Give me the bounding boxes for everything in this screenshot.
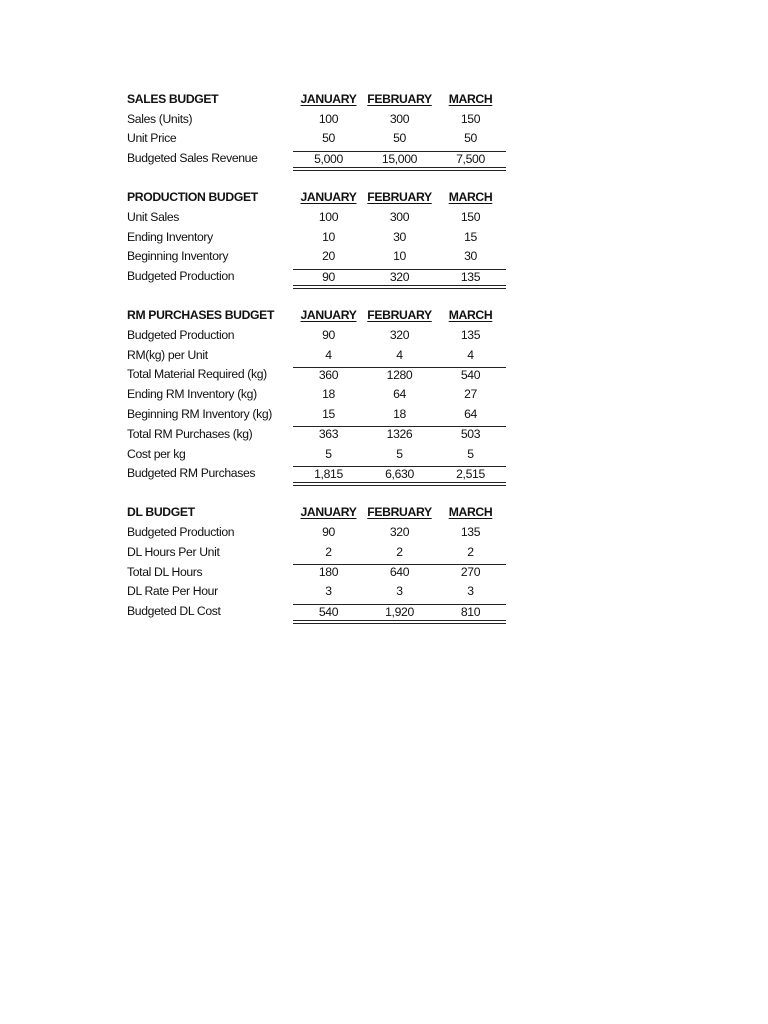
production-budget-table: [127, 187, 507, 286]
table-cell: 2: [467, 544, 474, 559]
table-cell: 540: [435, 367, 506, 382]
table-cell: 270: [435, 564, 506, 579]
row-label: Total DL Hours: [127, 564, 203, 579]
dl-budget-table: [127, 502, 507, 621]
table-cell: 90: [293, 269, 364, 284]
table-cell: 6,630: [364, 466, 435, 481]
table-row: [127, 345, 507, 365]
total-row: [127, 266, 507, 286]
table-cell: 100: [318, 209, 339, 224]
table-row: [127, 227, 507, 247]
table-cell: 18: [393, 407, 406, 422]
row-label: Cost per kg: [127, 446, 186, 461]
table-cell: 300: [389, 111, 410, 126]
column-header: JANUARY: [300, 91, 357, 106]
row-label: Unit Price: [127, 131, 177, 146]
column-header: MARCH: [448, 308, 493, 323]
table-cell: 20: [322, 249, 335, 264]
table-cell: 64: [393, 387, 406, 402]
table-cell: 15: [322, 407, 335, 422]
table-header-row: [127, 305, 507, 325]
table-cell: 135: [460, 525, 481, 540]
column-header: JANUARY: [300, 190, 357, 205]
table-cell: 7,500: [435, 151, 506, 166]
table-cell: 2,515: [435, 466, 506, 481]
table-cell: 15: [464, 229, 477, 244]
table-row: [127, 404, 507, 424]
row-label: Budgeted Production: [127, 327, 235, 342]
table-cell: 1280: [364, 367, 435, 382]
table-row: [127, 129, 507, 149]
table-title: SALES BUDGET: [127, 91, 219, 106]
table-cell: 135: [460, 327, 481, 342]
table-row: [127, 109, 507, 129]
column-header: FEBRUARY: [367, 308, 432, 323]
rm-purchases-budget-table: [127, 305, 507, 483]
table-cell: 503: [435, 426, 506, 441]
table-cell: 180: [293, 564, 364, 579]
table-row: [127, 424, 507, 444]
budget-sheet: [127, 89, 507, 640]
column-header: JANUARY: [300, 308, 357, 323]
table-cell: 5: [396, 446, 403, 461]
table-cell: 4: [467, 347, 474, 362]
table-cell: 150: [460, 111, 481, 126]
row-label: Budgeted RM Purchases: [127, 466, 256, 481]
table-cell: 10: [322, 229, 335, 244]
total-row: [127, 601, 507, 621]
table-cell: 3: [467, 584, 474, 599]
table-row: [127, 542, 507, 562]
table-header-row: [127, 187, 507, 207]
column-header: MARCH: [448, 190, 493, 205]
row-label: RM(kg) per Unit: [127, 347, 208, 362]
row-label: Total RM Purchases (kg): [127, 426, 253, 441]
row-label: Unit Sales: [127, 209, 180, 224]
table-cell: 150: [460, 209, 481, 224]
table-cell: 64: [464, 407, 477, 422]
table-row: [127, 247, 507, 267]
table-cell: 360: [293, 367, 364, 382]
table-cell: 90: [322, 327, 335, 342]
table-header-row: [127, 89, 507, 109]
table-cell: 135: [435, 269, 506, 284]
table-cell: 363: [293, 426, 364, 441]
row-label: Sales (Units): [127, 111, 193, 126]
table-cell: 15,000: [364, 151, 435, 166]
row-label: DL Hours Per Unit: [127, 544, 220, 559]
column-header: FEBRUARY: [367, 91, 432, 106]
table-cell: 4: [325, 347, 332, 362]
table-cell: 50: [393, 131, 406, 146]
table-title: DL BUDGET: [127, 505, 195, 520]
table-cell: 18: [322, 387, 335, 402]
table-cell: 27: [464, 387, 477, 402]
row-label: DL Rate Per Hour: [127, 584, 218, 599]
table-cell: 300: [389, 209, 410, 224]
table-cell: 320: [389, 327, 410, 342]
table-row: [127, 384, 507, 404]
table-cell: 810: [435, 604, 506, 619]
table-cell: 5,000: [293, 151, 364, 166]
column-header: FEBRUARY: [367, 505, 432, 520]
table-cell: 5: [325, 446, 332, 461]
table-cell: 320: [364, 269, 435, 284]
table-cell: 3: [325, 584, 332, 599]
table-row: [127, 444, 507, 464]
table-cell: 5: [467, 446, 474, 461]
column-header: FEBRUARY: [367, 190, 432, 205]
table-cell: 540: [293, 604, 364, 619]
table-cell: 640: [364, 564, 435, 579]
row-label: Ending RM Inventory (kg): [127, 387, 257, 402]
table-cell: 1,920: [364, 604, 435, 619]
table-row: [127, 582, 507, 602]
column-header: MARCH: [448, 505, 493, 520]
row-label: Budgeted DL Cost: [127, 604, 221, 619]
row-label: Beginning Inventory: [127, 249, 229, 264]
row-label: Ending Inventory: [127, 229, 213, 244]
table-cell: 320: [389, 525, 410, 540]
table-cell: 10: [393, 249, 406, 264]
column-header: MARCH: [448, 91, 493, 106]
table-cell: 4: [396, 347, 403, 362]
total-row: [127, 464, 507, 484]
table-cell: 1326: [364, 426, 435, 441]
table-cell: 2: [325, 544, 332, 559]
table-row: [127, 325, 507, 345]
table-cell: 50: [322, 131, 335, 146]
table-row: [127, 365, 507, 385]
row-label: Budgeted Production: [127, 269, 235, 284]
table-row: [127, 562, 507, 582]
row-label: Budgeted Production: [127, 525, 235, 540]
table-cell: 30: [393, 229, 406, 244]
total-row: [127, 148, 507, 168]
row-label: Beginning RM Inventory (kg): [127, 407, 272, 422]
table-row: [127, 522, 507, 542]
table-cell: 3: [396, 584, 403, 599]
table-row: [127, 207, 507, 227]
table-cell: 90: [322, 525, 335, 540]
table-cell: 100: [318, 111, 339, 126]
table-title: RM PURCHASES BUDGET: [127, 308, 275, 323]
sales-budget-table: [127, 89, 507, 168]
table-cell: 50: [464, 131, 477, 146]
table-cell: 1,815: [293, 466, 364, 481]
table-title: PRODUCTION BUDGET: [127, 190, 258, 205]
row-label: Total Material Required (kg): [127, 367, 267, 382]
table-header-row: [127, 502, 507, 522]
table-cell: 2: [396, 544, 403, 559]
column-header: JANUARY: [300, 505, 357, 520]
table-cell: 30: [464, 249, 477, 264]
row-label: Budgeted Sales Revenue: [127, 151, 258, 166]
